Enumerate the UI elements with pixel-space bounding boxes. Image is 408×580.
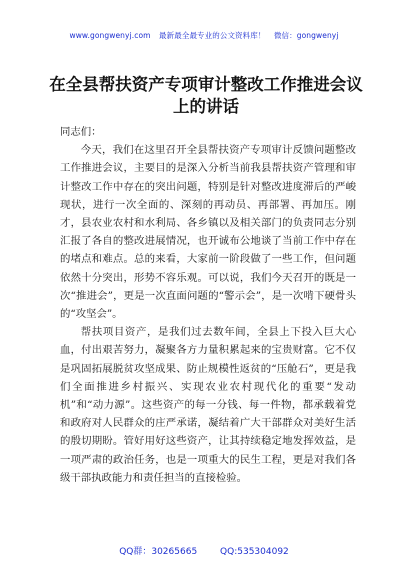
- document-body: [60, 123, 356, 487]
- footer-bar: [0, 544, 408, 557]
- header-site-link[interactable]: www.gongwenyj.com: [69, 31, 151, 40]
- paragraph-2: 帮扶项目资产，是我们过去数年间，全县上下投入巨大心血，付出艰苦努力，凝聚各方力量积累起来的宝贵财富。它不仅是巩固拓展脱贫攻坚成果、防止规模性返贫的“压舱石”，更是我们全面推进乡村振兴、实现农业农村现代化的重要“发动机”和“动力源”。这些资产的每一分钱、每一件物，都承载着党和政府对人民群众的庄严承诺，凝结着广大干部群众对美好生活的殷切期盼。管好用好这些资产，让其持续稳定地发挥效益，是一项严肃的政治任务，也是一项重大的民生工程，更是对我们各级干部执政能力和责任担当的直接检验。: [60, 326, 356, 484]
- document-title: 在全县帮扶资产专项审计整改工作推进会议上的讲话: [49, 75, 363, 116]
- footer-qq: QQ:535304092: [220, 547, 289, 557]
- header-bar: [0, 30, 408, 41]
- salutation: 同志们：: [60, 126, 102, 138]
- header-wechat: 微信：gongwenyj: [273, 31, 339, 40]
- footer-qq-group: QQ群：30265665: [119, 547, 198, 557]
- header-slogan: 最新最全最专业的公文资料库！: [159, 31, 266, 40]
- paragraph-1: 今天，我们在这里召开全县帮扶资产专项审计反馈问题整改工作推进会议，主要目的是深入分析当前我县帮扶资产管理和审计整改工作中存在的突出问题，特别是针对整改进度滞后的严峻现状，进行一次全面的、深刻的再动员、再部署、再加压。刚才，县农业农村和水利局、各乡镇以及相关部门的负责同志分别汇报了各自的整改进展情况，也开诚布公地谈了当前工作中存在的堵点和难点。总的来看，大家前一阶段做了一些工作，但问题依然十分突出，形势不容乐观。可以说，我们今天召开的既是一次“推进会”，更是一次直面问题的“警示会”，是一次啃下硬骨头的“攻坚会”。: [60, 144, 356, 321]
